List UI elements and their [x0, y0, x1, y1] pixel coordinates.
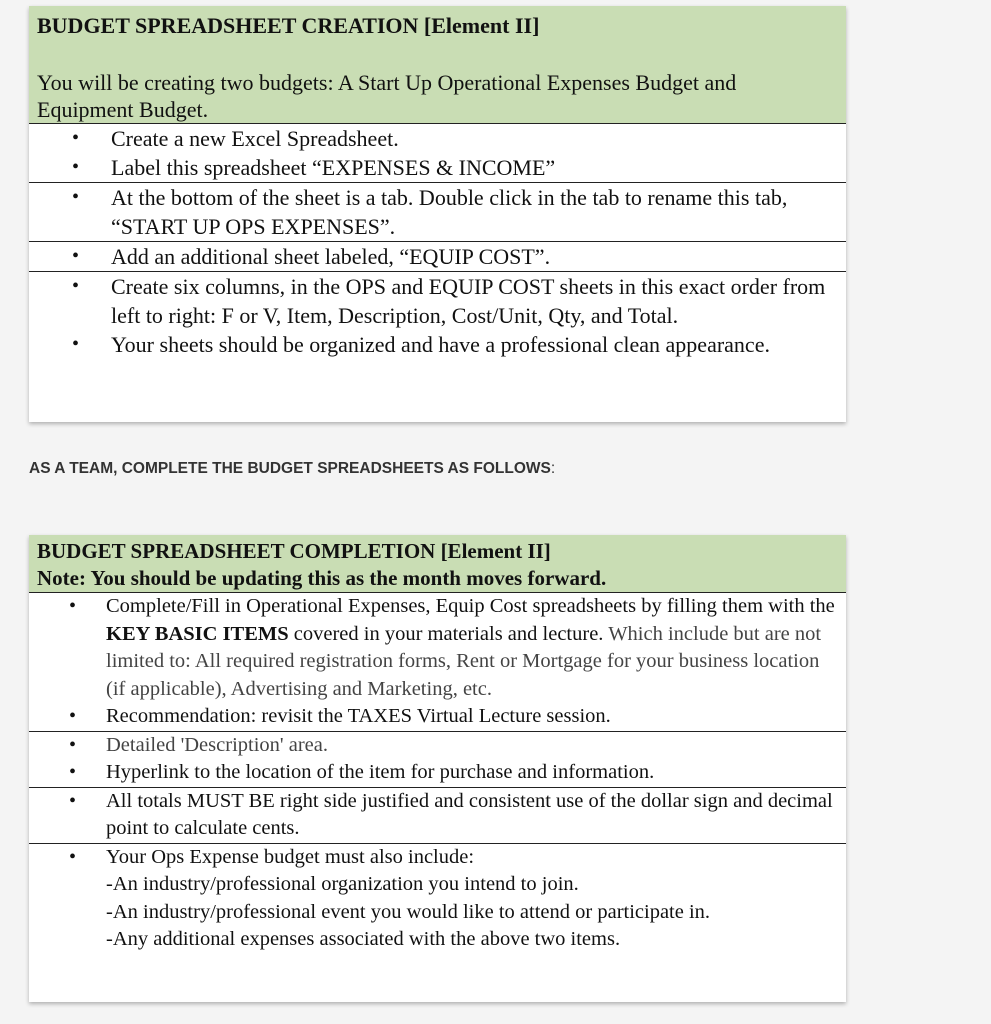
- bullet-icon: •: [69, 789, 77, 812]
- list-item: • Create six columns, in the OPS and EQUIP COST sheets in this exact order from left to right: F or V, Item, Description, Cost/Unit, Qty, and Total.: [72, 274, 826, 328]
- list-item: • Your Ops Expense budget must also include: -An industry/professional organization you intend to join. -An industry/professional event you would like to attend or participate in. -Any additional expenses associated with the above two items.: [69, 845, 711, 950]
- list-item: • Hyperlink to the location of the item for purchase and information.: [29, 759, 846, 787]
- bullet-icon: •: [69, 705, 77, 727]
- list-item: • Create a new Excel Spreadsheet.: [72, 126, 399, 151]
- bullet-icon: •: [69, 761, 77, 783]
- bullet-icon: •: [69, 733, 77, 756]
- completion-group: [29, 593, 846, 732]
- completion-title: BUDGET SPREADSHEET COMPLETION [Element II]: [37, 539, 551, 563]
- list-item: • Detailed 'Description' area.: [29, 732, 846, 760]
- list-item: • Label this spreadsheet “EXPENSES & INCOME”: [72, 155, 556, 180]
- creation-table: [29, 6, 846, 422]
- creation-group: [29, 124, 846, 183]
- bullet-icon: •: [72, 275, 80, 297]
- list-item: • At the bottom of the sheet is a tab. Double click in the tab to rename this tab, “START UP OPS EXPENSES”.: [72, 185, 788, 239]
- completion-note: Note: You should be updating this as the month moves forward.: [37, 566, 607, 590]
- list-item: • Add an additional sheet labeled, “EQUIP COST”.: [72, 244, 551, 269]
- list-item: • All totals MUST BE right side justified and consistent use of the dollar sign and decimal point to calculate cents.: [69, 789, 833, 839]
- creation-group: [29, 242, 846, 272]
- completion-group: [29, 844, 846, 954]
- bullet-icon: •: [72, 127, 80, 149]
- team-heading: AS A TEAM, COMPLETE THE BUDGET SPREADSHEETS AS FOLLOWS:: [29, 460, 556, 477]
- completion-group: [29, 732, 846, 788]
- list-item: • Complete/Fill in Operational Expenses, Equip Cost spreadsheets by filling them with the KEY BASIC ITEMS covered in your materials and lecture. Which include but are not limited to: All required registration forms, Rent or Mortgage for your business location (if applicable), Advertising and Marketing, etc.: [69, 595, 835, 700]
- bullet-icon: •: [72, 186, 80, 208]
- list-item: • Your sheets should be organized and have a professional clean appearance.: [72, 332, 770, 357]
- completion-header: [29, 535, 846, 593]
- creation-intro: You will be creating two budgets: A Start Up Operational Expenses Budget and Equipment Budget.: [37, 70, 737, 122]
- creation-group: [29, 183, 846, 242]
- bullet-icon: •: [72, 156, 80, 178]
- creation-title: BUDGET SPREADSHEET CREATION [Element II]: [37, 13, 540, 38]
- bullet-icon: •: [69, 845, 77, 868]
- completion-table: [29, 535, 846, 1002]
- completion-group: [29, 788, 846, 844]
- bullet-icon: •: [72, 245, 80, 267]
- bullet-icon: •: [69, 595, 77, 617]
- bullet-icon: •: [72, 333, 80, 355]
- list-item: • Recommendation: revisit the TAXES Virtual Lecture session.: [29, 703, 846, 731]
- creation-group: [29, 272, 846, 359]
- creation-header: [29, 6, 846, 124]
